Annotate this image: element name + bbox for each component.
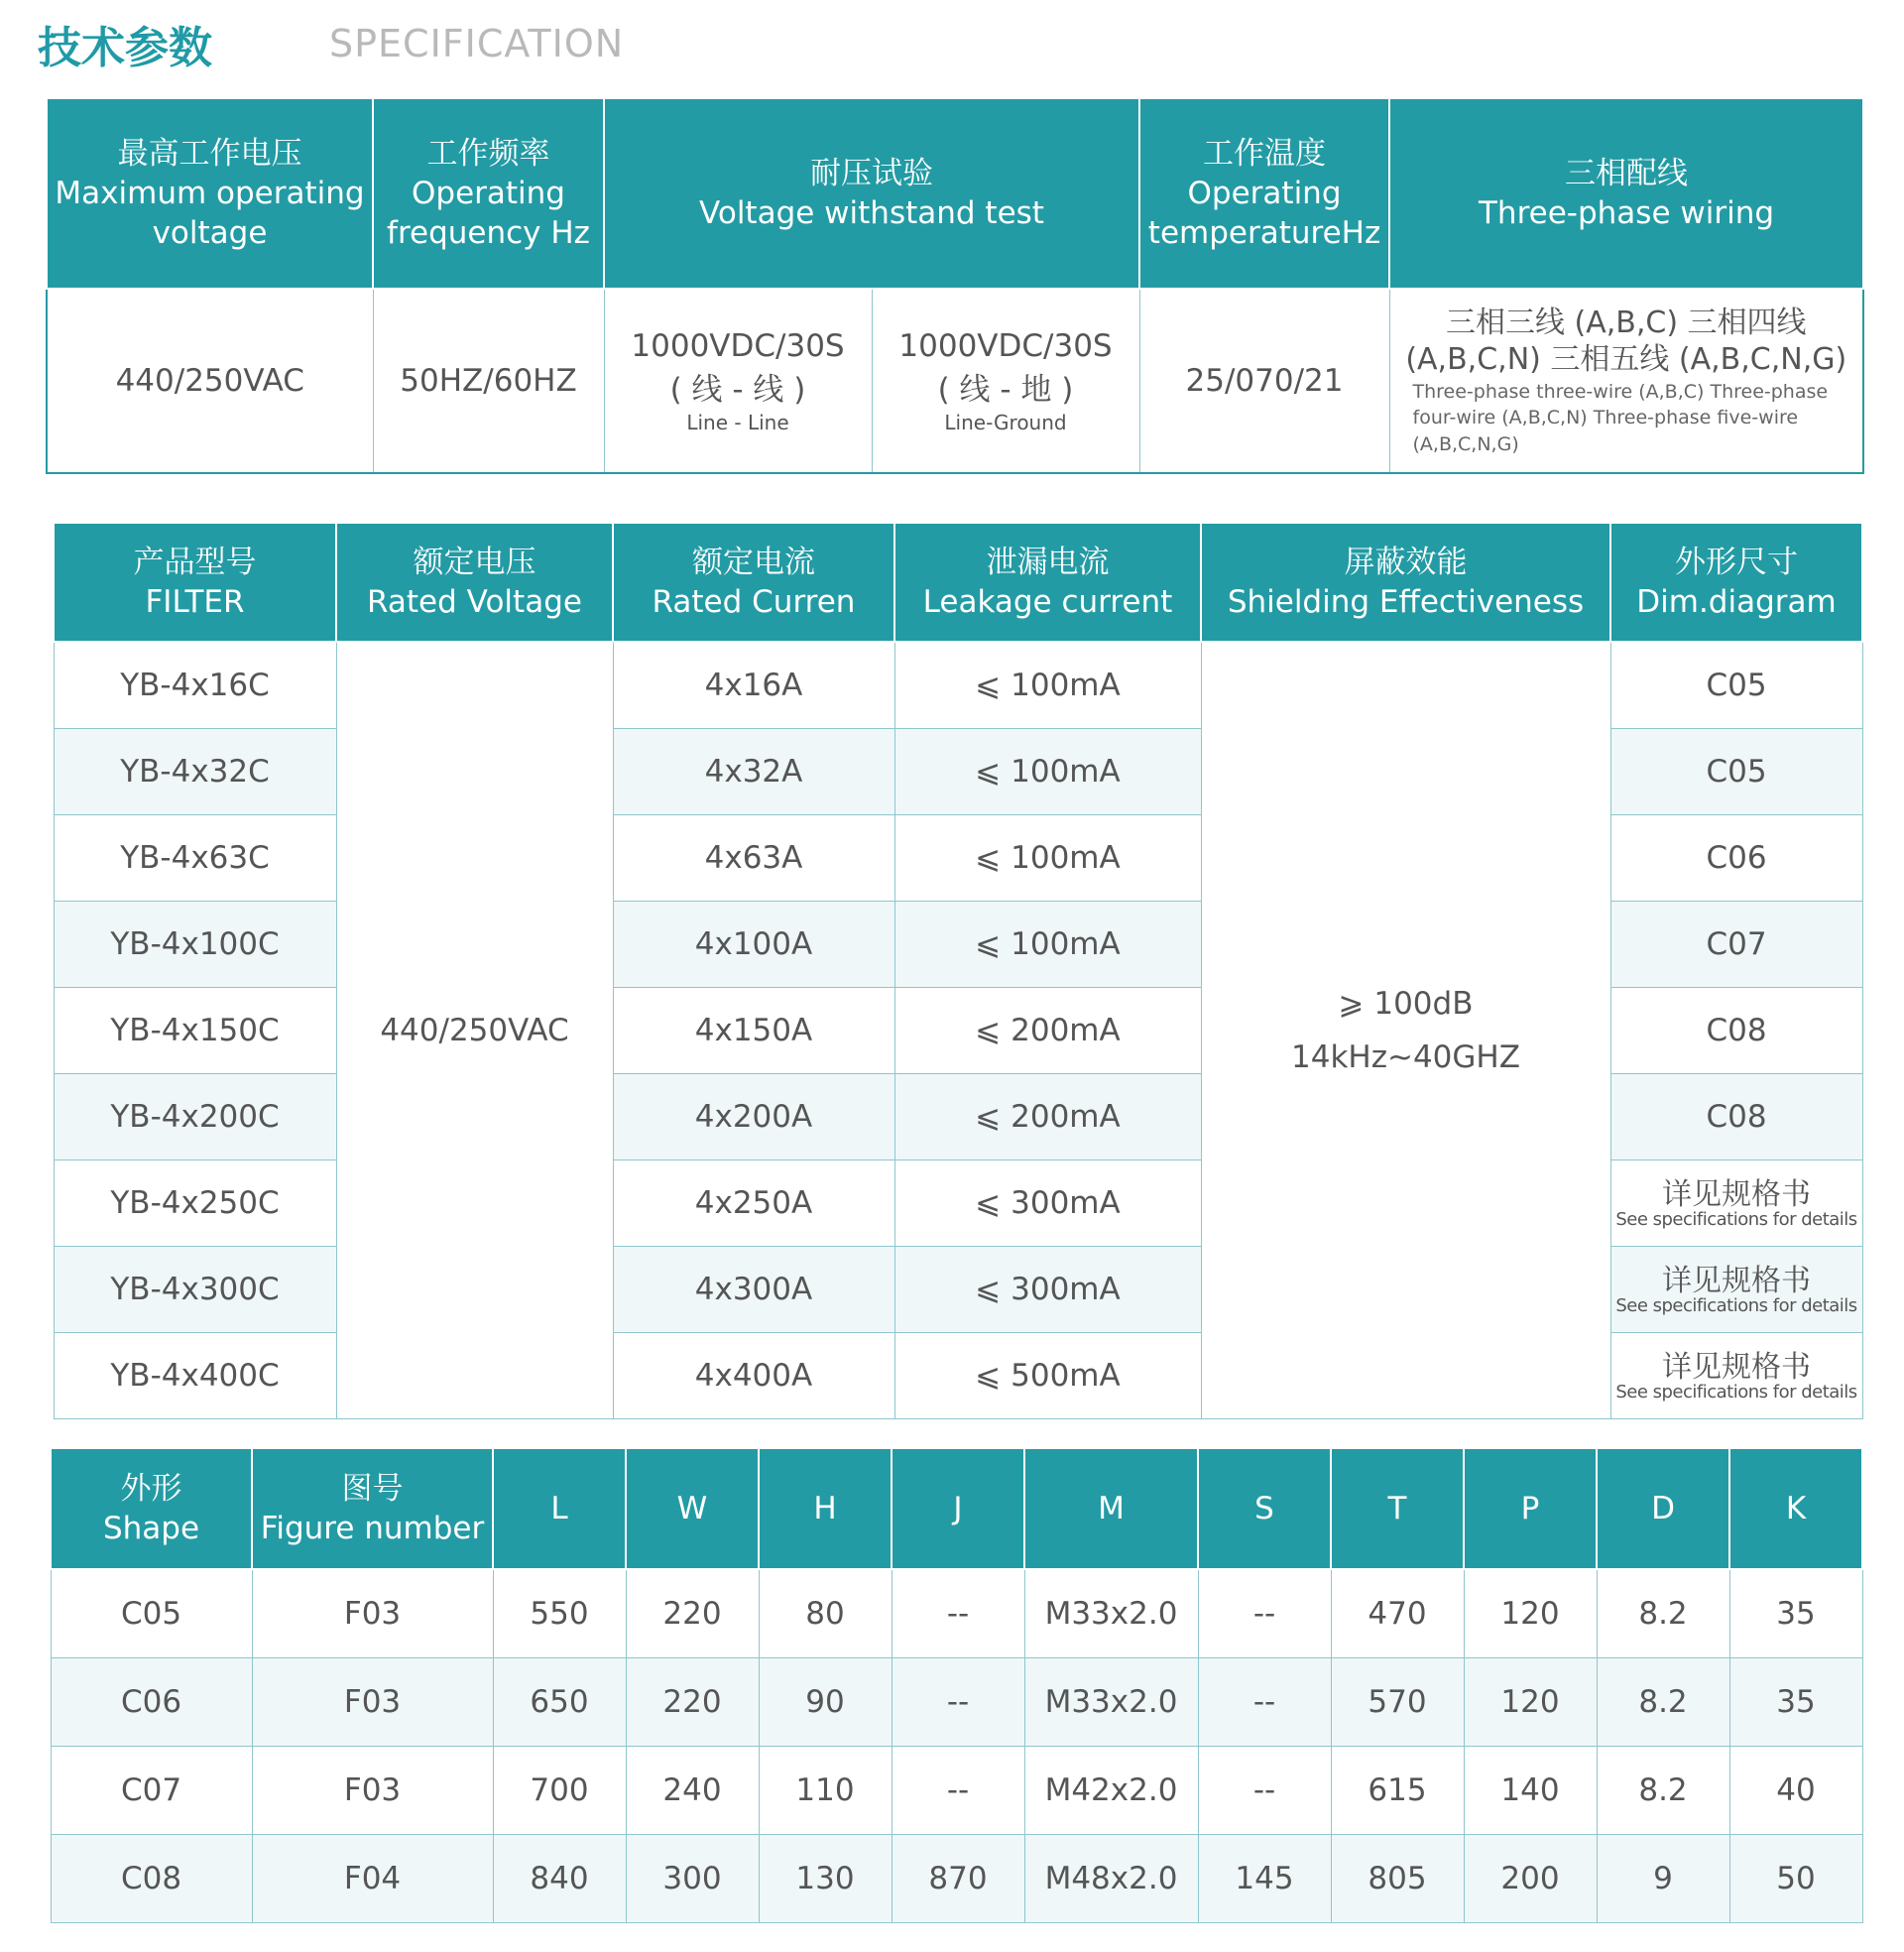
dims-cell: 8.2 [1597, 1747, 1729, 1835]
header-m: M [1024, 1448, 1198, 1569]
dims-cell: 35 [1729, 1658, 1862, 1747]
table-row [54, 642, 1862, 729]
header-leakage: 泄漏电流 Leakage current [894, 523, 1201, 642]
header-shape: 外形 Shape [51, 1448, 252, 1569]
model-cell: YB-4x100C [54, 902, 336, 988]
header-d: D [1597, 1448, 1729, 1569]
dims-cell: M33x2.0 [1024, 1658, 1198, 1747]
dims-cell: 90 [759, 1658, 892, 1747]
dim-cell: C05 [1610, 642, 1862, 729]
table-row [51, 1569, 1862, 1658]
dims-cell: 300 [626, 1835, 759, 1923]
dims-cell: F03 [252, 1747, 493, 1835]
leakage-cell: ⩽ 300mA [894, 1247, 1201, 1333]
model-cell: YB-4x400C [54, 1333, 336, 1419]
dims-cell: 145 [1198, 1835, 1331, 1923]
dims-cell: 840 [493, 1835, 626, 1923]
params-header-row [47, 98, 1863, 289]
header-filter: 产品型号 FILTER [54, 523, 336, 642]
model-cell: YB-4x63C [54, 815, 336, 902]
max-voltage-value: 440/250VAC [47, 289, 373, 473]
dims-cell: 220 [626, 1658, 759, 1747]
header-p: P [1464, 1448, 1597, 1569]
dims-cell: 120 [1464, 1569, 1597, 1658]
dim-cell: C06 [1610, 815, 1862, 902]
shielding-cell: ⩾ 100dB 14kHz~40GHZ [1201, 642, 1610, 1419]
dims-cell: -- [892, 1658, 1024, 1747]
model-cell: YB-4x250C [54, 1160, 336, 1247]
dims-cell: C08 [51, 1835, 252, 1923]
header-rated-current: 额定电流 Rated Curren [613, 523, 894, 642]
current-cell: 4x63A [613, 815, 894, 902]
table-row [51, 1658, 1862, 1747]
current-cell: 4x32A [613, 729, 894, 815]
current-cell: 4x300A [613, 1247, 894, 1333]
header-withstand-test: 耐压试验 Voltage withstand test [604, 98, 1139, 289]
dims-cell: 8.2 [1597, 1658, 1729, 1747]
dims-cell: 40 [1729, 1747, 1862, 1835]
leakage-cell: ⩽ 100mA [894, 729, 1201, 815]
dim-cell: 详见规格书 See specifications for details [1610, 1247, 1862, 1333]
header-t: T [1331, 1448, 1464, 1569]
params-table [46, 97, 1864, 474]
leakage-cell: ⩽ 300mA [894, 1160, 1201, 1247]
dim-cell: 详见规格书 See specifications for details [1610, 1333, 1862, 1419]
current-cell: 4x200A [613, 1074, 894, 1160]
dimensions-table [50, 1447, 1863, 1923]
model-cell: YB-4x150C [54, 988, 336, 1074]
current-cell: 4x100A [613, 902, 894, 988]
dims-cell: 550 [493, 1569, 626, 1658]
dims-cell: F03 [252, 1569, 493, 1658]
dims-cell: 615 [1331, 1747, 1464, 1835]
dim-cell: C08 [1610, 988, 1862, 1074]
table-row [51, 1835, 1862, 1923]
header-figure-number: 图号 Figure number [252, 1448, 493, 1569]
dims-cell: 650 [493, 1658, 626, 1747]
dims-cell: 110 [759, 1747, 892, 1835]
model-cell: YB-4x16C [54, 642, 336, 729]
dims-cell: -- [1198, 1658, 1331, 1747]
leakage-cell: ⩽ 100mA [894, 902, 1201, 988]
dims-cell: 200 [1464, 1835, 1597, 1923]
models-header-row [54, 523, 1862, 642]
model-cell: YB-4x300C [54, 1247, 336, 1333]
leakage-cell: ⩽ 200mA [894, 988, 1201, 1074]
model-cell: YB-4x200C [54, 1074, 336, 1160]
current-cell: 4x16A [613, 642, 894, 729]
dim-cell: C05 [1610, 729, 1862, 815]
leakage-cell: ⩽ 100mA [894, 642, 1201, 729]
header-l: L [493, 1448, 626, 1569]
dims-cell: 9 [1597, 1835, 1729, 1923]
current-cell: 4x250A [613, 1160, 894, 1247]
current-cell: 4x400A [613, 1333, 894, 1419]
page-subtitle: SPECIFICATION [329, 22, 625, 65]
header-s: S [1198, 1448, 1331, 1569]
dims-cell: 240 [626, 1747, 759, 1835]
dims-cell: 80 [759, 1569, 892, 1658]
header-dim-diagram: 外形尺寸 Dim.diagram [1610, 523, 1862, 642]
dim-cell: C08 [1610, 1074, 1862, 1160]
header-wiring: 三相配线 Three-phase wiring [1389, 98, 1863, 289]
dims-cell: 805 [1331, 1835, 1464, 1923]
header-w: W [626, 1448, 759, 1569]
rated-voltage-cell: 440/250VAC [336, 642, 613, 1419]
dims-cell: M42x2.0 [1024, 1747, 1198, 1835]
header-k: K [1729, 1448, 1862, 1569]
dims-cell: 140 [1464, 1747, 1597, 1835]
dims-cell: 570 [1331, 1658, 1464, 1747]
dims-cell: 8.2 [1597, 1569, 1729, 1658]
wiring-value: 三相三线 (A,B,C) 三相四线 (A,B,C,N) 三相五线 (A,B,C,N,G) Three-phase three-wire (A,B,C) Three-phase four-wire (A,B,C,N) Three-phase five-wire (A,B,C,N,G) [1389, 289, 1863, 473]
dims-cell: -- [892, 1569, 1024, 1658]
leakage-cell: ⩽ 500mA [894, 1333, 1201, 1419]
dims-cell: 50 [1729, 1835, 1862, 1923]
temperature-value: 25/070/21 [1139, 289, 1389, 473]
dims-cell: 35 [1729, 1569, 1862, 1658]
dims-cell: C05 [51, 1569, 252, 1658]
dims-cell: -- [1198, 1747, 1331, 1835]
dims-cell: 130 [759, 1835, 892, 1923]
header-j: J [892, 1448, 1024, 1569]
dims-cell: 870 [892, 1835, 1024, 1923]
dims-cell: C07 [51, 1747, 252, 1835]
dims-cell: M33x2.0 [1024, 1569, 1198, 1658]
frequency-value: 50HZ/60HZ [373, 289, 604, 473]
leakage-cell: ⩽ 200mA [894, 1074, 1201, 1160]
dims-cell: 700 [493, 1747, 626, 1835]
header-rated-voltage: 额定电压 Rated Voltage [336, 523, 613, 642]
dims-cell: M48x2.0 [1024, 1835, 1198, 1923]
withstand-line-line: 1000VDC/30S ( 线 - 线 ) Line - Line [604, 289, 872, 473]
dims-header-row [51, 1448, 1862, 1569]
header-h: H [759, 1448, 892, 1569]
header-max-voltage: 最高工作电压 Maximum operating voltage [47, 98, 373, 289]
current-cell: 4x150A [613, 988, 894, 1074]
leakage-cell: ⩽ 100mA [894, 815, 1201, 902]
params-value-row [47, 289, 1863, 473]
dims-cell: 470 [1331, 1569, 1464, 1658]
header-frequency: 工作频率 Operating frequency Hz [373, 98, 604, 289]
header-temperature: 工作温度 Operating temperatureHz [1139, 98, 1389, 289]
dims-cell: F04 [252, 1835, 493, 1923]
dims-cell: -- [892, 1747, 1024, 1835]
dim-cell: C07 [1610, 902, 1862, 988]
withstand-line-ground: 1000VDC/30S ( 线 - 地 ) Line-Ground [872, 289, 1139, 473]
dims-cell: 120 [1464, 1658, 1597, 1747]
dim-cell: 详见规格书 See specifications for details [1610, 1160, 1862, 1247]
dims-cell: 220 [626, 1569, 759, 1658]
model-cell: YB-4x32C [54, 729, 336, 815]
models-table [53, 522, 1863, 1419]
dims-cell: F03 [252, 1658, 493, 1747]
header-shielding: 屏蔽效能 Shielding Effectiveness [1201, 523, 1610, 642]
dims-cell: C06 [51, 1658, 252, 1747]
page-title: 技术参数 [38, 23, 212, 73]
dims-cell: -- [1198, 1569, 1331, 1658]
table-row [51, 1747, 1862, 1835]
